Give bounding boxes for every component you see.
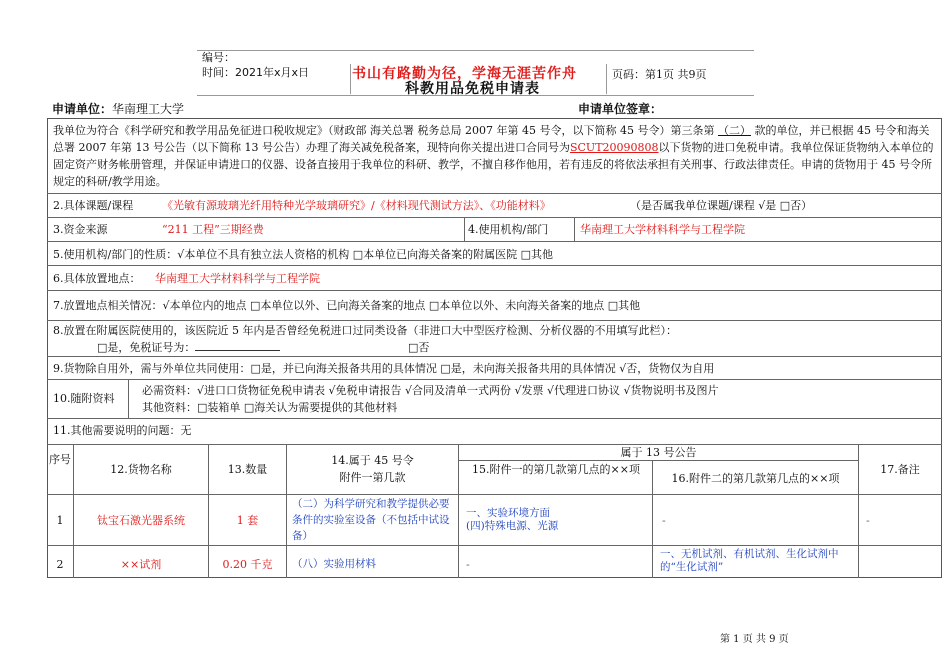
row8-line2 [97,339,280,356]
col-divider [128,379,129,418]
row2-label: 2.具体课题/课程 [53,199,134,212]
declaration-part-3: 以下货物的进口免税申请。我单位保证货物纳入本单位的固定资产财务帐册管理，并保证申请进口的仪器、设备直接用于我单位的科研、教学，不擅自移作他用，若有违反的将依法承担有关刑事、行政法律责任。申请的货物用于 45 号令所规定的科研/教学用途。 [53,141,934,188]
col-name-header: 12.货物名称 [110,463,172,476]
col-13-group-header: 属于 13 号公告 [620,446,697,459]
row6-value: 华南理工大学材料科学与工程学院 [155,272,320,285]
goods-2-name: ××试剂 [120,558,162,571]
row2-check: （是否属我单位课题/课程 √是 □否） [630,199,813,212]
goods-2-c14: （八）实验用材料 [292,558,376,570]
row9-text: 9.货物除自用外，需与外单位共同使用：□是，并已向海关报备共用的具体情况 □是，未向海关报备共用的具体情况 √否，货物仅为自用 [53,362,715,375]
row-divider [47,193,942,194]
row5-text: 5.使用机构/部门的性质：√本单位不具有独立法人资格的机构 □本单位已向海关备案的附属医院 □其他 [53,248,553,261]
row4-label: 4.使用机构/部门 [468,223,549,236]
header-page-number: 页码：第1页 共9页 [612,68,707,81]
col-qty-header: 13.数量 [227,463,268,476]
signature-label: 申请单位签章： [578,102,663,116]
row4-value: 华南理工大学材料科学与工程学院 [580,223,745,236]
row-divider [47,494,942,495]
row-divider [47,418,942,419]
row3-label: 3.资金来源 [53,223,108,236]
row-divider [47,290,942,291]
goods-2-seq: 2 [56,558,64,571]
row-divider [47,265,942,266]
goods-1-c15: 一、实验环境方面 (四)特殊电源、光源 [466,507,559,532]
goods-1-c14: （二）为科学研究和教学提供必要条件的实验室设备（不包括中试设备） [292,498,450,542]
row-divider [47,545,942,546]
row10-line1: 必需资料：√进口口货物征免税申请表 √免税申请报告 √合同及清单一式两份 √发票 √代理进口协议 √货物说明书及图片 [142,384,719,397]
col-seq-header: 序号 [49,453,71,466]
row10-line2: 其他资料：□装箱单 □海关认为需要提供的其他材料 [142,401,398,414]
col-15-header: 15.附件一的第几款第几点的××项 [472,463,640,476]
header-meta [202,50,309,80]
goods-2-c15: - [466,558,470,571]
page-title: 科教用品免税申请表 [405,81,540,97]
goods-2-qty: 0.20 千克 [222,558,273,571]
exemption-number-blank [195,339,280,351]
col-17-header: 17.备注 [880,463,920,476]
declaration-item: （二） [717,124,751,137]
goods-2-c16: 一、无机试剂、有机试剂、生化试剂中的“生化试剂” [660,548,839,573]
footer-page-number: 第 1 页 共 9 页 [720,634,789,645]
row-divider [47,217,942,218]
row3-value: “211 工程”三期经费 [162,223,264,236]
col-45-header: 14.属于 45 号令 附件一第几款 [331,454,414,484]
declaration-part-1: 我单位为符合《科学研究和教学用品免征进口税收规定》（财政部 海关总署 税务总局 2007 年第 45 号令，以下简称 45 号令）第三条第 [53,124,715,137]
row6-label: 6.具体放置地点： [53,272,141,285]
col-divider [574,217,575,241]
goods-1-name: 钛宝石激光器系统 [97,514,185,527]
row-divider [47,379,942,380]
applicant-line [52,100,184,117]
applicant-value: 华南理工大学 [112,102,185,116]
applicant-label: 申请单位： [52,102,113,116]
motto: 书山有路勤为径，学海无涯苦作舟 [352,66,577,82]
row-divider [47,356,942,357]
col-divider [464,217,465,241]
goods-1-seq: 1 [56,514,64,527]
row-divider [47,241,942,242]
row-divider [47,320,942,321]
goods-1-c17: - [866,514,870,527]
contract-number: SCUT20090808 [569,141,659,154]
number-label: 编号： [202,51,235,64]
col-divider [458,444,459,578]
row8-line1: 8.放置在附属医院使用的，该医院近 5 年内是否曾经免税进口过同类设备（非进口大中型医疗检测、分析仪器的不用填写此栏）： [53,324,677,337]
time-label: 时间：2021年x月x日 [202,66,310,79]
row7-text: 7.放置地点相关情况：√本单位内的地点 □本单位以外、已向海关备案的地点 □本单位以外、未向海关备案的地点 □其他 [53,299,641,312]
col-16-header: 16.附件二的第几款第几点的××项 [671,472,840,485]
row11-text: 11.其他需要说明的问题：无 [53,424,192,437]
goods-1-c16: - [662,514,666,527]
row8-yes-label: □是，免税证号为： [97,341,196,354]
goods-1-qty: 1 套 [236,514,259,527]
declaration-text [53,122,938,190]
row10-label: 10.随附资料 [53,392,115,405]
declaration-part-2: 款的单位，并已根据 45 号令和海关总署 2007 年第 13 号公告（以下简称 13 号公告）办理了海关减免税备案，现特向你关提出进口合同号为 [53,124,930,154]
row2-value: 《光敏有源玻璃光纤用特种光学玻璃研究》/《材料现代测试方法》、《功能材料》 [162,199,551,212]
row8-line3: □否 [408,341,430,354]
